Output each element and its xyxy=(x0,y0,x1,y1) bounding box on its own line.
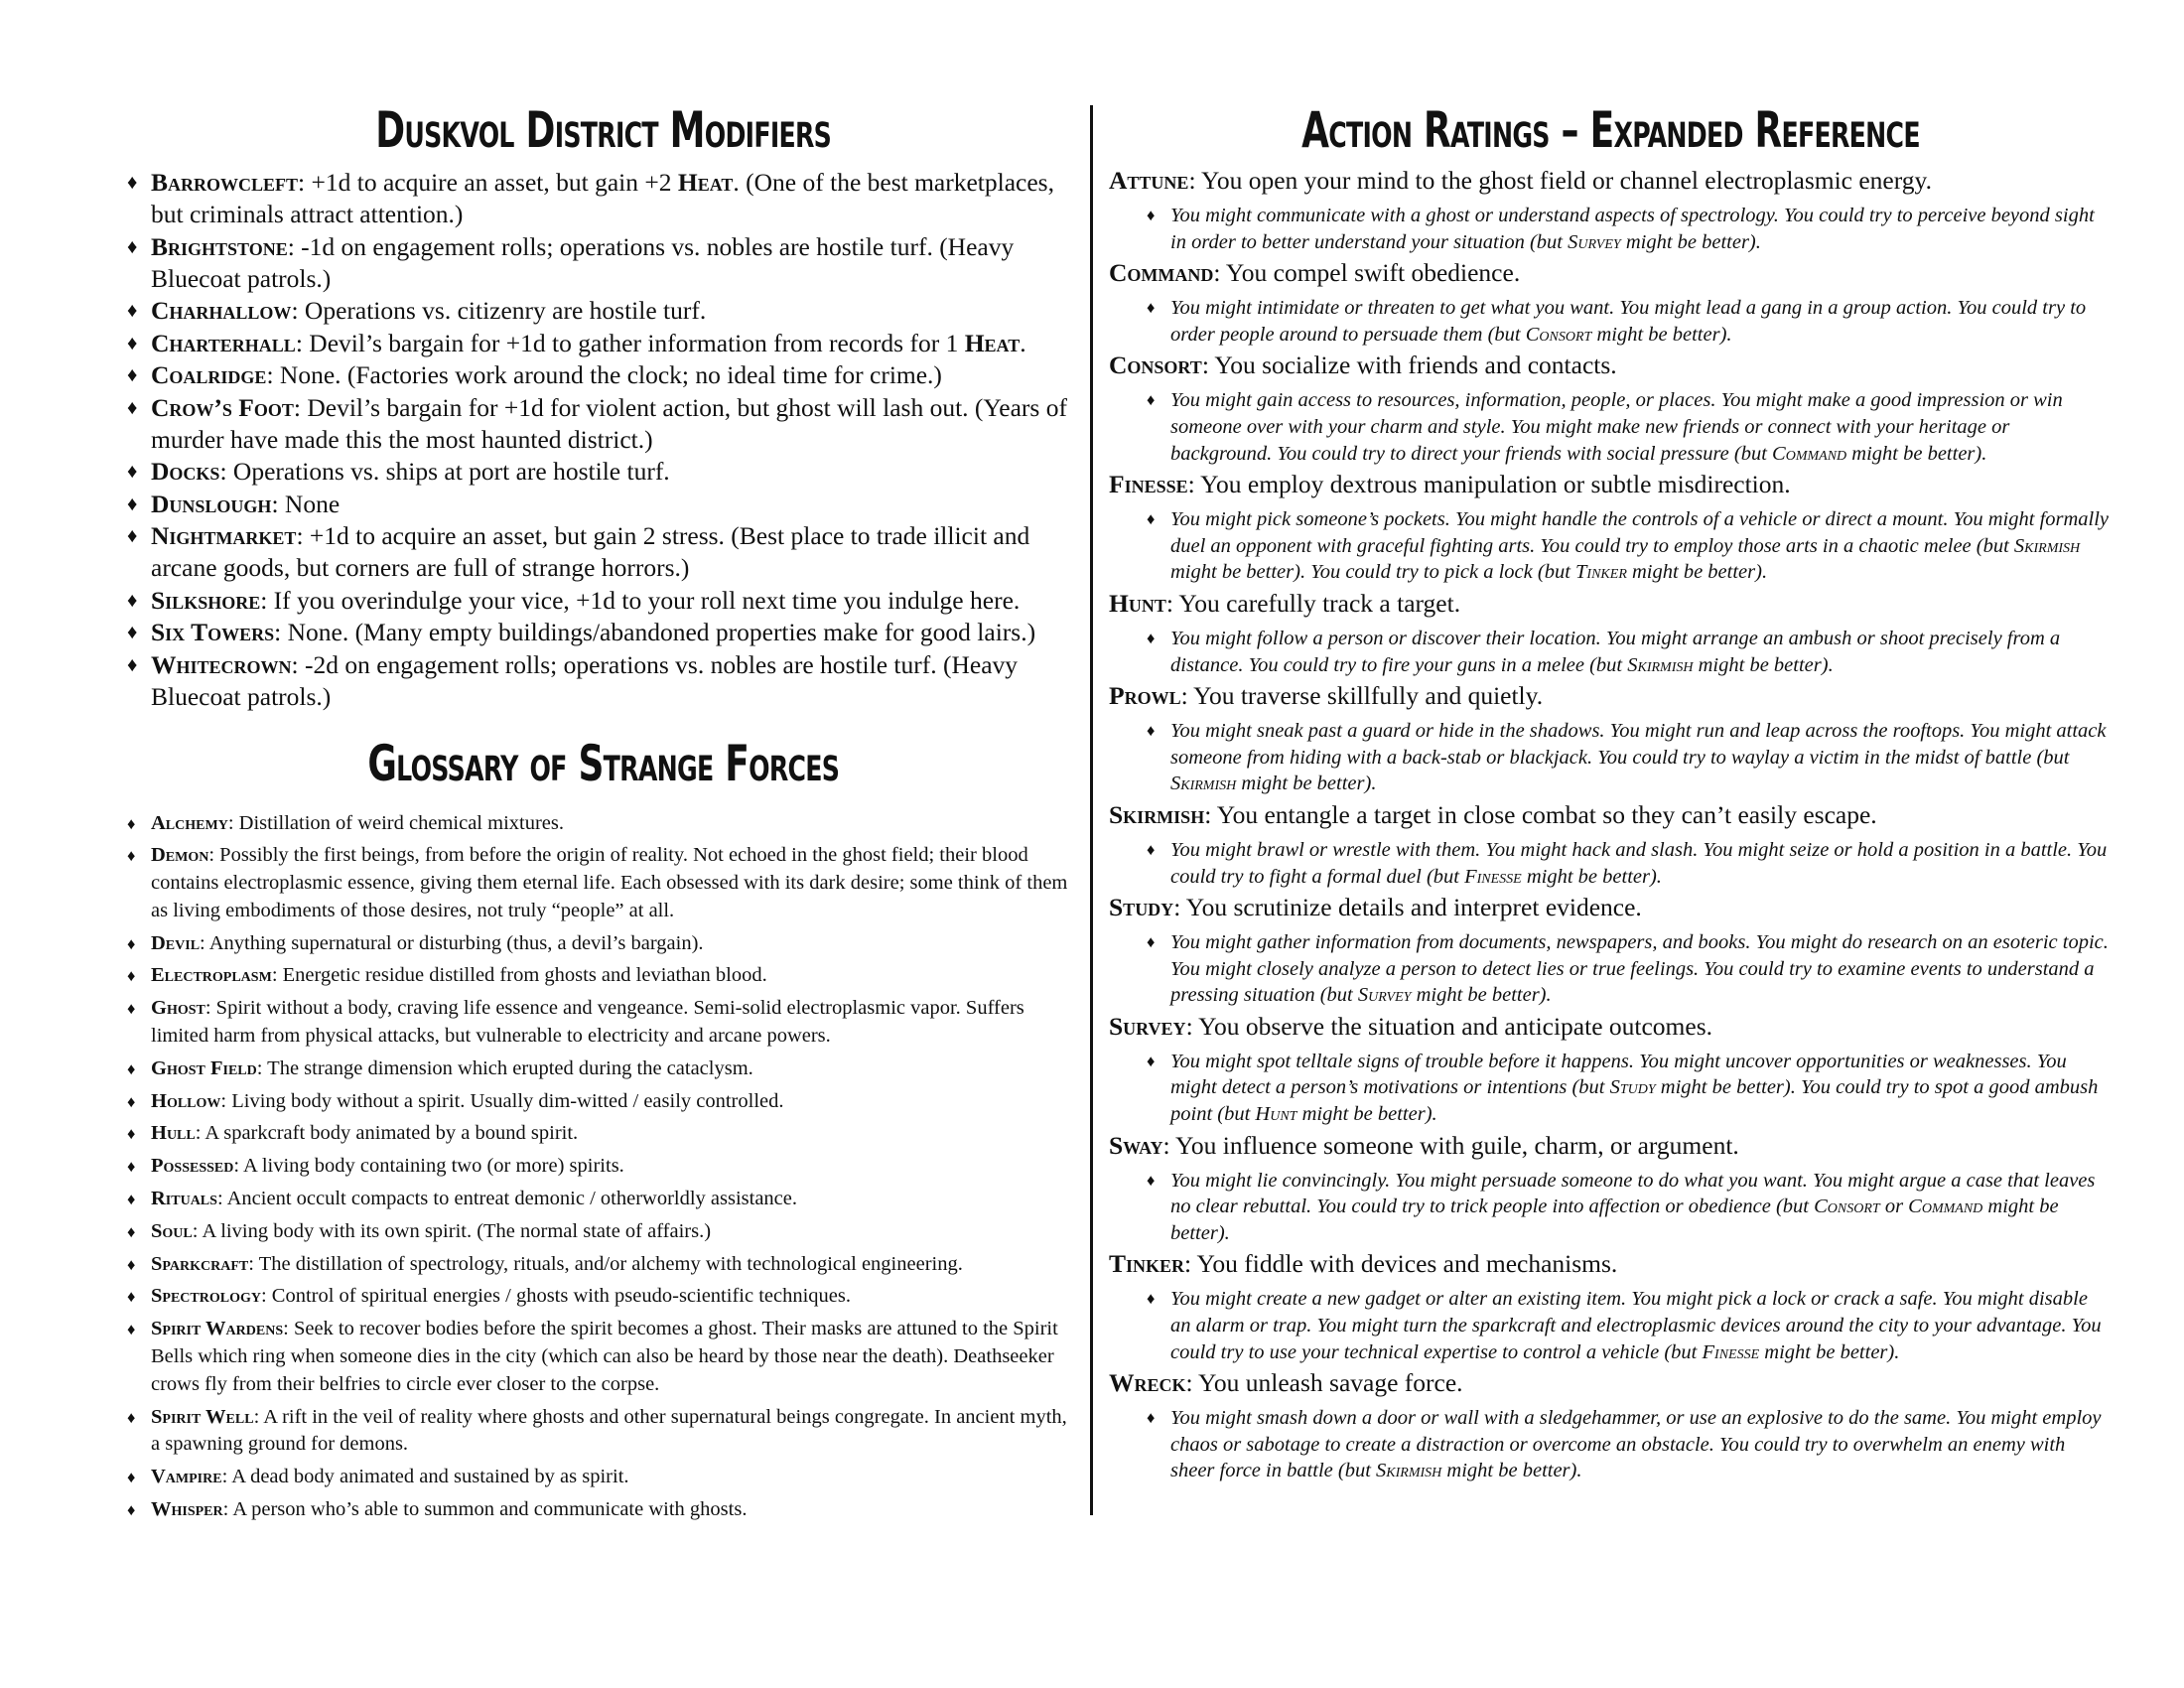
action-reference: Skirmish xyxy=(1170,773,1237,795)
diamond-bullet-icon: ♦ xyxy=(127,172,138,194)
district-name: Charterhall xyxy=(151,328,296,357)
diamond-bullet-icon: ♦ xyxy=(1147,298,1156,318)
diamond-bullet-icon: ♦ xyxy=(127,525,138,547)
detail-text: You might brawl or wrestle with them. You might hack and slash. You might seize or hold a position in a battle. You could try to fight a formal duel (but xyxy=(1170,838,2108,888)
heat-term: Heat xyxy=(964,328,1021,357)
district-name: Barrowcleft xyxy=(151,168,299,197)
district-text: : Devil’s bargain for +1d for violent action, but ghost will lash out. (Years of murder have made this the most haunted district.) xyxy=(151,392,1067,454)
diamond-bullet-icon: ♦ xyxy=(127,364,138,386)
action-summary: : You socialize with friends and contacts. xyxy=(1201,351,1617,380)
glossary-term: Ghost xyxy=(151,997,205,1020)
district-name: Charhallow xyxy=(151,296,292,325)
district-modifiers-title-text: Duskvol District Modifiers xyxy=(375,101,832,159)
glossary-definition: : Spirit without a body, craving life essence and vengeance. Semi-solid electroplasmic vapor. Suffers limited harm from physical attacks, but vulnerable to electricity and arcane powers. xyxy=(151,997,1024,1048)
glossary-definition: : A living body with its own spirit. (The normal state of affairs.) xyxy=(192,1219,712,1242)
action-entry xyxy=(1109,680,2112,797)
detail-text: You might create a new gadget or alter an existing item. You might pick a lock or crack a safe. You might disable an alarm or trap. You might turn the sparkcraft and electroplasmic devices around the city to your advantage. You could try to use your technical expertise to control a vehicle (but xyxy=(1170,1288,2102,1363)
action-summary: : You entangle a target in close combat so they can’t easily escape. xyxy=(1204,799,1877,829)
glossary-term: Whisper xyxy=(151,1498,223,1521)
district-item xyxy=(127,328,1080,359)
glossary-term: Ghost Field xyxy=(151,1056,257,1079)
detail-text: You might intimidate or threaten to get what you want. You might lead a gang in a group action. You could try to order people around to persuade them (but xyxy=(1170,297,2087,346)
action-entry xyxy=(1109,469,2112,586)
action-summary: : You employ dextrous manipulation or subtle misdirection. xyxy=(1187,470,1791,499)
detail-text: might be better). xyxy=(1591,323,1732,346)
district-name: Six Towers xyxy=(151,618,275,646)
glossary-item xyxy=(127,962,1080,990)
diamond-bullet-icon: ♦ xyxy=(127,1254,136,1274)
diamond-bullet-icon: ♦ xyxy=(127,999,136,1019)
action-entry xyxy=(1109,165,2112,255)
district-text: : None xyxy=(271,489,341,518)
district-text: : -2d on engagement rolls; operations vs. nobles are hostile turf. (Heavy Bluecoat patrols.) xyxy=(151,649,1019,711)
action-name: Wreck xyxy=(1109,1368,1186,1398)
district-item xyxy=(127,617,1080,648)
action-summary: : You open your mind to the ghost field or channel electroplasmic energy. xyxy=(1188,166,1932,195)
diamond-bullet-icon: ♦ xyxy=(1147,628,1156,647)
diamond-bullet-icon: ♦ xyxy=(127,1124,136,1144)
glossary-definition: : Anything supernatural or disturbing (thus, a devil’s bargain). xyxy=(200,931,704,954)
diamond-bullet-icon: ♦ xyxy=(1147,839,1156,859)
glossary-title-text: Glossary of Strange Forces xyxy=(367,734,840,792)
detail-text: might be better). xyxy=(1626,561,1768,584)
action-reference: Survey xyxy=(1568,230,1621,253)
diamond-bullet-icon: ♦ xyxy=(1147,1408,1156,1428)
glossary-term: Demon xyxy=(151,844,209,867)
glossary-term: Possessed xyxy=(151,1155,234,1178)
glossary-definition: : The distillation of spectrology, rituals, and/or alchemy with technological engineering. xyxy=(248,1252,963,1275)
district-text: : +1d to acquire an asset, but gain 2 stress. (Best place to trade illicit and arcane goods, but corners are full of strange horrors.) xyxy=(151,521,1030,582)
action-detail xyxy=(1109,387,2112,467)
diamond-bullet-icon: ♦ xyxy=(127,461,138,483)
action-summary: : You observe the situation and anticipate outcomes. xyxy=(1185,1011,1713,1041)
district-name: Nightmarket xyxy=(151,521,297,550)
action-list xyxy=(1109,165,2112,1484)
diamond-bullet-icon: ♦ xyxy=(127,813,136,833)
district-text: : Devil’s bargain for +1d to gather information from records for 1 xyxy=(295,328,965,357)
action-entry xyxy=(1109,1130,2112,1247)
glossary-definition: : Living body without a spirit. Usually dim-witted / easily controlled. xyxy=(220,1089,784,1112)
district-name: Whitecrown xyxy=(151,649,292,679)
glossary-definition: : A person who’s able to summon and communicate with ghosts. xyxy=(222,1498,748,1521)
glossary-item xyxy=(127,1496,1080,1524)
action-summary: : You scrutinize details and interpret evidence. xyxy=(1173,893,1642,922)
glossary-definition: : Distillation of weird chemical mixtures. xyxy=(227,811,564,834)
diamond-bullet-icon: ♦ xyxy=(1147,1051,1156,1070)
action-reference: Finesse xyxy=(1464,865,1522,888)
glossary-term: Hollow xyxy=(151,1089,221,1112)
action-reference: Survey xyxy=(1357,984,1412,1007)
district-item xyxy=(127,392,1080,456)
glossary-item xyxy=(127,1186,1080,1213)
action-detail xyxy=(1109,295,2112,348)
detail-text: You might follow a person or discover their location. You might arrange an ambush or shoot precisely from a distance. You could try to fire your guns in a melee (but xyxy=(1170,627,2061,676)
glossary-term: Electroplasm xyxy=(151,964,272,987)
detail-text: You might sneak past a guard or hide in the shadows. You might run and leap across the rooftops. You might attack someone from hiding with a back-stab or blackjack. You could try to waylay a victim in the midst of battle (but xyxy=(1170,720,2107,769)
district-text: : Operations vs. ships at port are hostile turf. xyxy=(219,457,670,486)
detail-text: might be better). xyxy=(1236,773,1377,795)
glossary-term: Vampire xyxy=(151,1466,222,1488)
glossary-definition: : Ancient occult compacts to entreat demonic / otherworldly assistance. xyxy=(216,1188,798,1210)
diamond-bullet-icon: ♦ xyxy=(127,1468,136,1487)
district-text: : None. (Many empty buildings/abandoned properties make for good lairs.) xyxy=(274,618,1036,646)
district-name: Coalridge xyxy=(151,360,267,389)
detail-text: You might communicate with a ghost or understand aspects of spectrology. You could try to perceive beyond sight in order to better understand your situation (but xyxy=(1170,205,2095,253)
district-item xyxy=(127,295,1080,327)
district-text: : Operations vs. citizenry are hostile turf. xyxy=(291,296,707,325)
detail-text: might be better). xyxy=(1297,1103,1437,1126)
diamond-bullet-icon: ♦ xyxy=(127,846,136,866)
action-name: Consort xyxy=(1109,351,1202,380)
diamond-bullet-icon: ♦ xyxy=(127,300,138,322)
glossary-definition: : Possibly the first beings, from before the origin of reality. Not echoed in the ghost field; their blood contains electroplasmic essence, giving them eternal life. Each obsessed with its dark desire; some think of them as living embodiments of those desires, not truly “people” at all. xyxy=(151,844,1068,921)
detail-text: You might lie convincingly. You might persuade someone to do what you want. You might argue a case that leaves no clear rebuttal. You could try to trick people into affection or obedience (but xyxy=(1170,1169,2096,1218)
district-list xyxy=(127,167,1080,713)
district-item xyxy=(127,649,1080,713)
action-entry xyxy=(1109,1367,2112,1484)
detail-text: might be better). xyxy=(1411,984,1552,1007)
heat-term: Heat xyxy=(677,168,734,197)
district-text: : If you overindulge your vice, +1d to your roll next time you indulge here. xyxy=(260,585,1021,615)
diamond-bullet-icon: ♦ xyxy=(127,1287,136,1307)
detail-text: You might spot telltale signs of trouble before it happens. You might uncover opportunities or weaknesses. You might detect a person’s motivations or intentions (but xyxy=(1170,1050,2067,1099)
glossary-item xyxy=(127,810,1080,838)
detail-text: might be better). xyxy=(1521,865,1662,888)
diamond-bullet-icon: ♦ xyxy=(1147,1170,1156,1190)
diamond-bullet-icon: ♦ xyxy=(1147,721,1156,741)
action-detail xyxy=(1109,718,2112,797)
glossary-item xyxy=(127,1283,1080,1311)
detail-text: might be better). xyxy=(1620,230,1761,253)
action-detail xyxy=(1109,1049,2112,1128)
diamond-bullet-icon: ♦ xyxy=(127,933,136,953)
action-heading xyxy=(1109,469,2112,500)
diamond-bullet-icon: ♦ xyxy=(127,1221,136,1241)
action-name: Command xyxy=(1109,258,1214,288)
action-heading xyxy=(1109,799,2112,831)
district-item xyxy=(127,167,1080,230)
glossary-definition: : A sparkcraft body animated by a bound spirit. xyxy=(195,1122,579,1145)
action-entry xyxy=(1109,1248,2112,1365)
action-summary: : You influence someone with guile, charm, or argument. xyxy=(1162,1130,1739,1160)
district-item xyxy=(127,585,1080,617)
action-summary: : You traverse skillfully and quietly. xyxy=(1180,681,1544,711)
glossary-list xyxy=(127,810,1080,1524)
action-detail xyxy=(1109,1405,2112,1484)
diamond-bullet-icon: ♦ xyxy=(1147,1289,1156,1309)
glossary-definition: : Energetic residue distilled from ghosts and leviathan blood. xyxy=(271,964,767,987)
action-reference: Hunt xyxy=(1255,1103,1297,1126)
detail-text: or xyxy=(1879,1196,1909,1218)
diamond-bullet-icon: ♦ xyxy=(1147,206,1156,224)
left-column xyxy=(127,99,1080,1529)
glossary-definition: : A rift in the veil of reality where ghosts and other supernatural beings congregate. In ancient myth, a spawning ground for demons. xyxy=(151,1405,1067,1456)
diamond-bullet-icon: ♦ xyxy=(127,1190,136,1209)
action-ratings-title-text: Action Ratings – Expanded Reference xyxy=(1300,101,1920,159)
action-reference: Skirmish xyxy=(1627,653,1694,676)
glossary-title xyxy=(127,733,1080,794)
glossary-definition: : The strange dimension which erupted during the cataclysm. xyxy=(256,1056,753,1079)
action-reference: Finesse xyxy=(1702,1340,1760,1363)
action-detail xyxy=(1109,1168,2112,1247)
district-name: Brightstone xyxy=(151,231,288,261)
district-name: Silkshore xyxy=(151,585,261,615)
diamond-bullet-icon: ♦ xyxy=(127,622,138,643)
diamond-bullet-icon: ♦ xyxy=(1147,509,1156,529)
action-detail xyxy=(1109,837,2112,890)
district-name: Docks xyxy=(151,457,220,486)
district-text-end: . (One of the best marketplaces, but criminals attract attention.) xyxy=(151,168,1054,228)
detail-text: might be better). xyxy=(1170,1196,2059,1244)
action-reference: Consort xyxy=(1814,1196,1880,1218)
diamond-bullet-icon: ♦ xyxy=(127,966,136,986)
action-ratings-title xyxy=(1109,99,2112,161)
district-name: Crow’s Foot xyxy=(151,392,294,422)
diamond-bullet-icon: ♦ xyxy=(1147,390,1156,410)
glossary-definition: : A dead body animated and sustained by as spirit. xyxy=(221,1466,629,1488)
action-name: Tinker xyxy=(1109,1249,1185,1279)
district-name: Dunslough xyxy=(151,489,272,518)
glossary-definition: : Control of spiritual energies / ghosts with pseudo-scientific techniques. xyxy=(260,1285,851,1308)
glossary-term: Devil xyxy=(151,931,201,954)
action-reference: Skirmish xyxy=(1376,1460,1442,1482)
glossary-term: Alchemy xyxy=(151,811,228,834)
action-name: Attune xyxy=(1109,166,1189,195)
detail-text: might be better). xyxy=(1693,653,1834,676)
district-modifiers-title xyxy=(127,99,1080,161)
diamond-bullet-icon: ♦ xyxy=(127,653,138,676)
action-entry xyxy=(1109,892,2112,1009)
glossary-item xyxy=(127,995,1080,1051)
diamond-bullet-icon: ♦ xyxy=(127,332,138,354)
detail-text: might be better). xyxy=(1759,1340,1900,1363)
action-heading xyxy=(1109,165,2112,197)
action-entry xyxy=(1109,350,2112,467)
action-detail xyxy=(1109,929,2112,1009)
glossary-item xyxy=(127,1316,1080,1398)
action-entry xyxy=(1109,1011,2112,1128)
action-detail xyxy=(1109,203,2112,255)
district-text: : None. (Factories work around the clock; no ideal time for crime.) xyxy=(266,360,942,389)
glossary-term: Spirit Well xyxy=(151,1405,254,1428)
action-name: Survey xyxy=(1109,1011,1186,1041)
action-entry xyxy=(1109,588,2112,678)
glossary-item xyxy=(127,1120,1080,1148)
diamond-bullet-icon: ♦ xyxy=(127,492,138,515)
glossary-term: Hull xyxy=(151,1122,196,1145)
action-heading xyxy=(1109,257,2112,289)
district-item xyxy=(127,359,1080,391)
action-heading xyxy=(1109,588,2112,620)
action-name: Hunt xyxy=(1109,588,1166,618)
action-reference: Skirmish xyxy=(2013,534,2081,557)
glossary-term: Sparkcraft xyxy=(151,1252,249,1275)
detail-text: You might pick someone’s pockets. You might handle the controls of a vehicle or direct a mount. You might formally duel an opponent with graceful fighting arts. You could try to employ those arts in a chaotic melee (but xyxy=(1170,508,2110,557)
glossary-item xyxy=(127,1218,1080,1246)
action-heading xyxy=(1109,1130,2112,1162)
glossary-item xyxy=(127,1404,1080,1460)
action-name: Sway xyxy=(1109,1130,1163,1160)
district-item xyxy=(127,231,1080,295)
glossary-term: Spectrology xyxy=(151,1285,261,1308)
glossary-item xyxy=(127,1055,1080,1083)
detail-text: might be better). xyxy=(1441,1460,1582,1482)
glossary-item xyxy=(127,1251,1080,1279)
district-item xyxy=(127,456,1080,488)
action-detail xyxy=(1109,506,2112,586)
detail-text: You might gain access to resources, information, people, or places. You might make a good impression or win someone over with your charm and style. You might make new friends or connect with your heritage or background. You could try to direct your friends with social pressure (but xyxy=(1170,389,2063,465)
detail-text: You might gather information from documents, newspapers, and books. You might do research on an esoteric topic. You might closely analyze a person to detect lies or true feelings. You could try to examine events to understand a pressing situation (but xyxy=(1170,931,2109,1007)
diamond-bullet-icon: ♦ xyxy=(127,235,138,258)
right-column xyxy=(1109,99,2112,1486)
action-reference: Command xyxy=(1772,442,1847,465)
district-text: : +1d to acquire an asset, but gain +2 xyxy=(298,168,678,197)
diamond-bullet-icon: ♦ xyxy=(127,1157,136,1177)
detail-text: might be better). You could try to pick a lock (but xyxy=(1170,561,1576,584)
diamond-bullet-icon: ♦ xyxy=(127,1058,136,1078)
diamond-bullet-icon: ♦ xyxy=(1147,932,1156,952)
action-heading xyxy=(1109,1248,2112,1280)
action-summary: : You compel swift obedience. xyxy=(1213,258,1521,288)
action-name: Prowl xyxy=(1109,681,1181,711)
action-name: Finesse xyxy=(1109,470,1188,499)
glossary-item xyxy=(127,1088,1080,1116)
glossary-item xyxy=(127,1464,1080,1491)
detail-text: might be better). You could try to spot a good ambush point (but xyxy=(1170,1076,2099,1126)
diamond-bullet-icon: ♦ xyxy=(127,1091,136,1111)
glossary-term: Rituals xyxy=(151,1188,217,1210)
action-summary: : You unleash savage force. xyxy=(1185,1368,1463,1398)
column-divider xyxy=(1090,105,1093,1515)
glossary-item xyxy=(127,1153,1080,1181)
action-entry xyxy=(1109,799,2112,890)
action-reference: Command xyxy=(1908,1196,1983,1218)
action-reference: Consort xyxy=(1525,323,1592,346)
district-item xyxy=(127,489,1080,520)
glossary-term: Spirit Wardens xyxy=(151,1318,284,1340)
glossary-item xyxy=(127,842,1080,924)
glossary-definition: : A living body containing two (or more) spirits. xyxy=(233,1155,624,1178)
detail-text: You might smash down a door or wall with a sledgehammer, or use an explosive to do the same. You might employ chaos or sabotage to create a distraction or overcome an obstacle. You could try to overwhelm an enemy with sheer force in battle (but xyxy=(1170,1407,2102,1482)
diamond-bullet-icon: ♦ xyxy=(127,396,138,419)
action-entry xyxy=(1109,257,2112,348)
glossary-definition: : Seek to recover bodies before the spirit becomes a ghost. Their masks are attuned to the Spirit Bells which ring when someone dies in the city (which can also be heard by those near the death). Deathseeker crows fly from their belfries to circle ever closer to the corpse. xyxy=(151,1318,1058,1395)
detail-text: might be better). xyxy=(1846,442,1987,465)
action-heading xyxy=(1109,892,2112,923)
action-heading xyxy=(1109,680,2112,712)
diamond-bullet-icon: ♦ xyxy=(127,589,138,612)
action-heading xyxy=(1109,1367,2112,1399)
action-summary: : You carefully track a target. xyxy=(1165,588,1461,618)
action-detail xyxy=(1109,1286,2112,1365)
action-name: Study xyxy=(1109,893,1174,922)
diamond-bullet-icon: ♦ xyxy=(127,1500,136,1520)
glossary-item xyxy=(127,930,1080,958)
action-summary: : You fiddle with devices and mechanisms. xyxy=(1184,1249,1618,1279)
diamond-bullet-icon: ♦ xyxy=(127,1320,136,1339)
action-detail xyxy=(1109,626,2112,678)
glossary-term: Soul xyxy=(151,1219,193,1242)
action-reference: Tinker xyxy=(1575,561,1627,584)
action-name: Skirmish xyxy=(1109,799,1205,829)
action-reference: Study xyxy=(1609,1076,1656,1099)
action-heading xyxy=(1109,350,2112,381)
diamond-bullet-icon: ♦ xyxy=(127,1407,136,1427)
district-item xyxy=(127,520,1080,584)
action-heading xyxy=(1109,1011,2112,1043)
district-text-end: . xyxy=(1020,328,1026,357)
district-text: : -1d on engagement rolls; operations vs. nobles are hostile turf. (Heavy Bluecoat patrols.) xyxy=(151,231,1015,293)
